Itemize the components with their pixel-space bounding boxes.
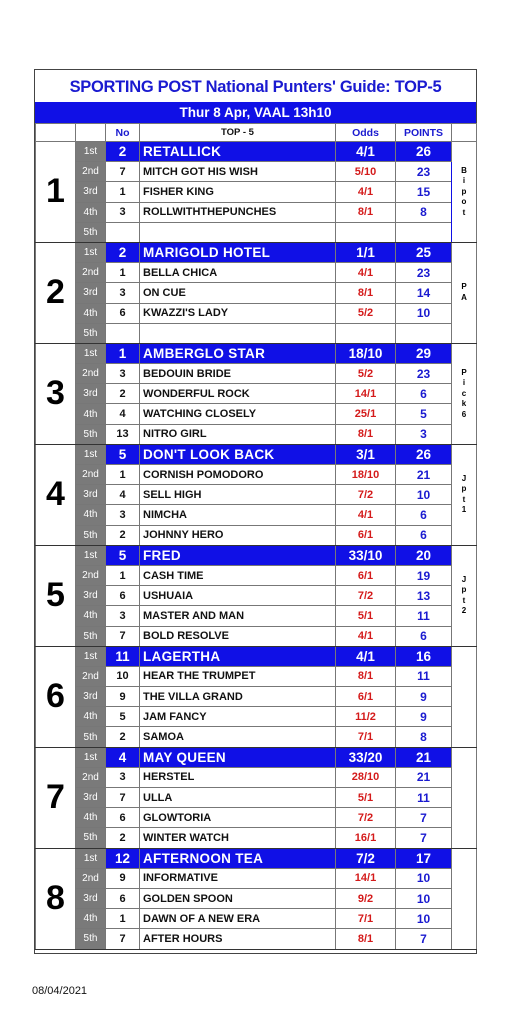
runner-number: 1 (106, 263, 140, 283)
race-number: 6 (36, 646, 76, 747)
runner-row (36, 646, 477, 666)
runner-points: 11 (396, 666, 452, 686)
finish-position: 4th (76, 202, 106, 222)
finish-position: 5th (76, 525, 106, 545)
runner-row (36, 404, 477, 424)
runner-name: DON'T LOOK BACK (140, 444, 336, 464)
finish-position: 1st (76, 545, 106, 565)
runner-row (36, 444, 477, 464)
runner-name: WATCHING CLOSELY (140, 404, 336, 424)
finish-position: 4th (76, 303, 106, 323)
runner-name: CASH TIME (140, 565, 336, 585)
finish-position: 1st (76, 747, 106, 767)
finish-position: 2nd (76, 162, 106, 182)
runner-row (36, 323, 477, 343)
runner-number: 5 (106, 707, 140, 727)
runner-name: MITCH GOT HIS WISH (140, 162, 336, 182)
runner-number: 2 (106, 384, 140, 404)
runner-row (36, 485, 477, 505)
runner-name: BELLA CHICA (140, 263, 336, 283)
runner-odds (336, 222, 396, 242)
finish-position: 2nd (76, 666, 106, 686)
runner-name: KWAZZI'S LADY (140, 303, 336, 323)
header-row (36, 124, 477, 142)
race-number: 2 (36, 242, 76, 343)
runner-row (36, 707, 477, 727)
runner-name: BEDOUIN BRIDE (140, 364, 336, 384)
runner-row (36, 747, 477, 767)
runner-name: LAGERTHA (140, 646, 336, 666)
finish-position: 5th (76, 626, 106, 646)
runner-name: AFTER HOURS (140, 929, 336, 949)
runner-odds: 4/1 (336, 142, 396, 162)
runner-row (36, 868, 477, 888)
runner-name: ULLA (140, 788, 336, 808)
runner-number: 5 (106, 545, 140, 565)
runner-number: 3 (106, 202, 140, 222)
runner-row (36, 465, 477, 485)
runner-name: ON CUE (140, 283, 336, 303)
race-number: 7 (36, 747, 76, 848)
bet-type-note (452, 747, 477, 848)
runner-row (36, 283, 477, 303)
runner-name: SELL HIGH (140, 485, 336, 505)
runner-number: 11 (106, 646, 140, 666)
runner-row (36, 424, 477, 444)
finish-position: 4th (76, 909, 106, 929)
finish-position: 5th (76, 323, 106, 343)
finish-position: 3rd (76, 888, 106, 908)
runner-points: 11 (396, 606, 452, 626)
bet-type-note-text: B i p o t (461, 165, 467, 217)
runner-row (36, 828, 477, 848)
runner-name: GOLDEN SPOON (140, 888, 336, 908)
runner-row (36, 687, 477, 707)
runner-row (36, 182, 477, 202)
race-number: 3 (36, 343, 76, 444)
runner-number: 4 (106, 747, 140, 767)
bet-type-note-text: J p t 1 (461, 473, 467, 515)
runner-row (36, 364, 477, 384)
runner-points: 19 (396, 565, 452, 585)
header-note-cell (452, 124, 477, 142)
runner-points: 21 (396, 747, 452, 767)
runner-odds: 5/2 (336, 303, 396, 323)
runner-name: THE VILLA GRAND (140, 687, 336, 707)
runner-row (36, 767, 477, 787)
runner-row (36, 909, 477, 929)
runner-odds: 6/1 (336, 687, 396, 707)
runner-number: 1 (106, 465, 140, 485)
runner-points: 10 (396, 303, 452, 323)
runner-number: 6 (106, 586, 140, 606)
bet-type-note-text: J p t 2 (461, 574, 467, 616)
runner-number: 1 (106, 343, 140, 363)
runner-name: JOHNNY HERO (140, 525, 336, 545)
runner-points: 15 (396, 182, 452, 202)
runner-name: WONDERFUL ROCK (140, 384, 336, 404)
runner-name: FRED (140, 545, 336, 565)
runner-number: 10 (106, 666, 140, 686)
runner-number: 13 (106, 424, 140, 444)
runner-name: ROLLWITHTHEPUNCHES (140, 202, 336, 222)
finish-position: 3rd (76, 283, 106, 303)
runner-number: 3 (106, 767, 140, 787)
punters-guide-sheet (34, 69, 477, 954)
runner-name: SAMOA (140, 727, 336, 747)
header-points: POINTS (396, 124, 452, 142)
finish-position: 4th (76, 707, 106, 727)
runner-odds: 6/1 (336, 565, 396, 585)
runner-odds: 6/1 (336, 525, 396, 545)
runner-row (36, 505, 477, 525)
runner-number: 7 (106, 929, 140, 949)
runner-odds: 7/1 (336, 727, 396, 747)
runner-odds: 5/2 (336, 364, 396, 384)
runner-row (36, 586, 477, 606)
runner-points: 3 (396, 424, 452, 444)
finish-position: 1st (76, 142, 106, 162)
runner-points: 7 (396, 828, 452, 848)
runner-odds: 3/1 (336, 444, 396, 464)
runner-points: 14 (396, 283, 452, 303)
finish-position: 2nd (76, 465, 106, 485)
runner-points: 7 (396, 808, 452, 828)
runner-odds: 4/1 (336, 505, 396, 525)
runner-points: 9 (396, 687, 452, 707)
selections-body (36, 124, 477, 950)
runner-points: 23 (396, 162, 452, 182)
runner-row (36, 384, 477, 404)
runner-row (36, 565, 477, 585)
runner-number: 6 (106, 808, 140, 828)
bet-type-note (452, 444, 477, 545)
runner-row (36, 888, 477, 908)
runner-name: MAY QUEEN (140, 747, 336, 767)
runner-odds: 9/2 (336, 888, 396, 908)
finish-position: 2nd (76, 868, 106, 888)
runner-odds: 8/1 (336, 283, 396, 303)
runner-name (140, 323, 336, 343)
runner-name: MARIGOLD HOTEL (140, 242, 336, 262)
runner-number (106, 222, 140, 242)
runner-points: 10 (396, 888, 452, 908)
runner-name: CORNISH POMODORO (140, 465, 336, 485)
runner-odds: 7/2 (336, 848, 396, 868)
finish-position: 1st (76, 242, 106, 262)
runner-number: 5 (106, 444, 140, 464)
runner-number: 9 (106, 687, 140, 707)
runner-points: 6 (396, 505, 452, 525)
runner-odds: 4/1 (336, 626, 396, 646)
runner-name: USHUAIA (140, 586, 336, 606)
footer-date: 08/04/2021 (32, 985, 88, 997)
page-title: SPORTING POST National Punters' Guide: TOP-5 (69, 78, 442, 96)
runner-row (36, 162, 477, 182)
race-number: 5 (36, 545, 76, 646)
runner-row (36, 222, 477, 242)
runner-row (36, 142, 477, 162)
runner-name: BOLD RESOLVE (140, 626, 336, 646)
bet-type-note (452, 242, 477, 343)
runner-number: 3 (106, 364, 140, 384)
runner-name: NITRO GIRL (140, 424, 336, 444)
runner-odds: 11/2 (336, 707, 396, 727)
runner-name: MASTER AND MAN (140, 606, 336, 626)
runner-number: 6 (106, 303, 140, 323)
finish-position: 4th (76, 606, 106, 626)
header-race-cell (36, 124, 76, 142)
finish-position: 3rd (76, 788, 106, 808)
runner-number: 2 (106, 525, 140, 545)
header-odds: Odds (336, 124, 396, 142)
runner-number: 2 (106, 242, 140, 262)
runner-odds: 4/1 (336, 182, 396, 202)
race-number: 4 (36, 444, 76, 545)
runner-name: FISHER KING (140, 182, 336, 202)
meeting-subtitle: Thur 8 Apr, VAAL 13h10 (35, 102, 476, 123)
runner-odds: 8/1 (336, 929, 396, 949)
finish-position: 1st (76, 343, 106, 363)
runner-points: 8 (396, 727, 452, 747)
bet-type-note (452, 142, 477, 243)
runner-odds: 18/10 (336, 343, 396, 363)
runner-points: 25 (396, 242, 452, 262)
header-top5: TOP - 5 (140, 124, 336, 142)
runner-odds: 5/10 (336, 162, 396, 182)
bet-type-note (452, 848, 477, 949)
runner-odds (336, 323, 396, 343)
finish-position: 2nd (76, 263, 106, 283)
runner-row (36, 545, 477, 565)
runner-odds: 28/10 (336, 767, 396, 787)
runner-row (36, 848, 477, 868)
runner-points: 5 (396, 404, 452, 424)
finish-position: 5th (76, 222, 106, 242)
runner-points: 17 (396, 848, 452, 868)
runner-points: 23 (396, 263, 452, 283)
runner-odds: 7/1 (336, 909, 396, 929)
finish-position: 5th (76, 929, 106, 949)
race-number: 1 (36, 142, 76, 243)
runner-points: 21 (396, 465, 452, 485)
runner-points: 9 (396, 707, 452, 727)
runner-odds: 18/10 (336, 465, 396, 485)
bet-type-note (452, 646, 477, 747)
runner-row (36, 929, 477, 949)
runner-points: 7 (396, 929, 452, 949)
runner-odds: 4/1 (336, 646, 396, 666)
bet-type-note (452, 343, 477, 444)
header-no: No (106, 124, 140, 142)
runner-odds: 4/1 (336, 263, 396, 283)
runner-points: 6 (396, 626, 452, 646)
bet-type-note-text: P A (461, 282, 467, 302)
runner-row (36, 263, 477, 283)
runner-number (106, 323, 140, 343)
runner-points: 11 (396, 788, 452, 808)
header-pos-cell (76, 124, 106, 142)
runner-number: 1 (106, 909, 140, 929)
finish-position: 3rd (76, 384, 106, 404)
finish-position: 5th (76, 727, 106, 747)
runner-name: JAM FANCY (140, 707, 336, 727)
runner-name: AMBERGLO STAR (140, 343, 336, 363)
runner-points: 6 (396, 384, 452, 404)
runner-points: 20 (396, 545, 452, 565)
finish-position: 4th (76, 404, 106, 424)
runner-name: NIMCHA (140, 505, 336, 525)
runner-number: 1 (106, 565, 140, 585)
runner-number: 3 (106, 283, 140, 303)
runner-number: 2 (106, 142, 140, 162)
runner-name: HEAR THE TRUMPET (140, 666, 336, 686)
bet-type-note-text: P i c k 6 (461, 367, 467, 419)
finish-position: 4th (76, 505, 106, 525)
runner-number: 2 (106, 828, 140, 848)
runner-number: 2 (106, 727, 140, 747)
runner-odds: 1/1 (336, 242, 396, 262)
finish-position: 3rd (76, 586, 106, 606)
runner-odds: 7/2 (336, 586, 396, 606)
runner-odds: 8/1 (336, 424, 396, 444)
runner-odds: 14/1 (336, 868, 396, 888)
runner-odds: 33/20 (336, 747, 396, 767)
runner-number: 7 (106, 626, 140, 646)
runner-points: 16 (396, 646, 452, 666)
runner-points (396, 222, 452, 242)
runner-number: 7 (106, 162, 140, 182)
runner-odds: 25/1 (336, 404, 396, 424)
runner-odds: 7/2 (336, 485, 396, 505)
finish-position: 1st (76, 646, 106, 666)
runner-odds: 7/2 (336, 808, 396, 828)
finish-position: 5th (76, 828, 106, 848)
finish-position: 1st (76, 848, 106, 868)
finish-position: 3rd (76, 687, 106, 707)
runner-odds: 33/10 (336, 545, 396, 565)
runner-number: 3 (106, 505, 140, 525)
runner-row (36, 788, 477, 808)
runner-number: 1 (106, 182, 140, 202)
runner-row (36, 626, 477, 646)
bet-type-note (452, 545, 477, 646)
runner-odds: 5/1 (336, 606, 396, 626)
runner-row (36, 202, 477, 222)
runner-points: 10 (396, 485, 452, 505)
runner-points: 10 (396, 868, 452, 888)
runner-row (36, 808, 477, 828)
finish-position: 4th (76, 808, 106, 828)
finish-position: 3rd (76, 485, 106, 505)
finish-position: 2nd (76, 565, 106, 585)
runner-name: HERSTEL (140, 767, 336, 787)
runner-name: GLOWTORIA (140, 808, 336, 828)
runner-number: 12 (106, 848, 140, 868)
finish-position: 3rd (76, 182, 106, 202)
runner-row (36, 343, 477, 363)
runner-name: WINTER WATCH (140, 828, 336, 848)
runner-number: 7 (106, 788, 140, 808)
runner-points: 10 (396, 909, 452, 929)
runner-points: 8 (396, 202, 452, 222)
runner-points: 26 (396, 444, 452, 464)
race-number: 8 (36, 848, 76, 949)
runner-points: 29 (396, 343, 452, 363)
runner-number: 9 (106, 868, 140, 888)
runner-points: 21 (396, 767, 452, 787)
runner-number: 4 (106, 485, 140, 505)
runner-odds: 8/1 (336, 202, 396, 222)
runner-row (36, 606, 477, 626)
runner-points: 23 (396, 364, 452, 384)
runner-number: 6 (106, 888, 140, 908)
runner-row (36, 303, 477, 323)
runner-name: DAWN OF A NEW ERA (140, 909, 336, 929)
runner-name (140, 222, 336, 242)
runner-number: 4 (106, 404, 140, 424)
runner-odds: 8/1 (336, 666, 396, 686)
finish-position: 1st (76, 444, 106, 464)
runner-row (36, 242, 477, 262)
runner-points (396, 323, 452, 343)
runner-row (36, 525, 477, 545)
runner-odds: 16/1 (336, 828, 396, 848)
runner-row (36, 666, 477, 686)
runner-odds: 5/1 (336, 788, 396, 808)
finish-position: 2nd (76, 767, 106, 787)
runner-points: 26 (396, 142, 452, 162)
runner-points: 6 (396, 525, 452, 545)
finish-position: 5th (76, 424, 106, 444)
runner-name: INFORMATIVE (140, 868, 336, 888)
finish-position: 2nd (76, 364, 106, 384)
runner-odds: 14/1 (336, 384, 396, 404)
runner-number: 3 (106, 606, 140, 626)
runner-points: 13 (396, 586, 452, 606)
runner-name: RETALLICK (140, 142, 336, 162)
runner-row (36, 727, 477, 747)
selections-table (35, 123, 477, 950)
runner-name: AFTERNOON TEA (140, 848, 336, 868)
